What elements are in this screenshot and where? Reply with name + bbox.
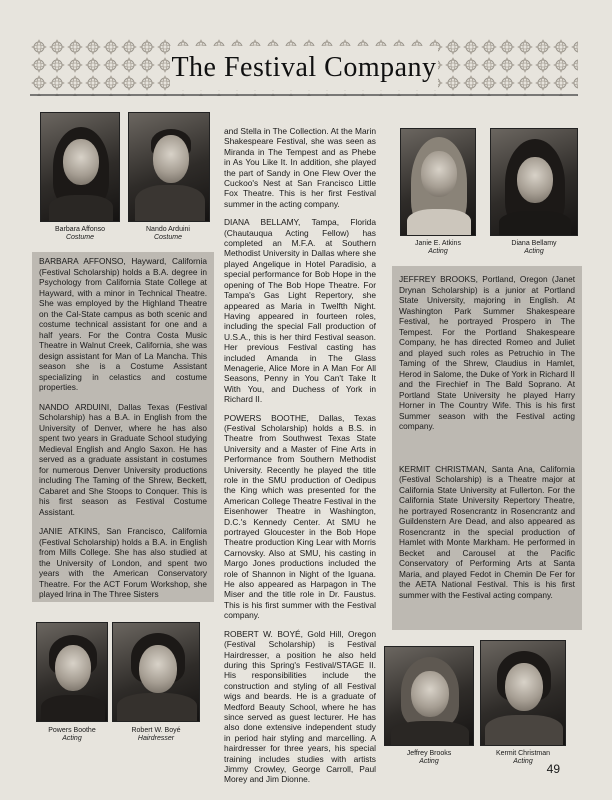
bio-arduini: NANDO ARDUINI, Dallas Texas (Festival Scholarship) has a B.A. in English from the University of Denver, where he has also spent two years in Graduate School studying Medieval English and Anglo Saxon. He has served as a graduate assistant in costumes for numerous Denver University productions including The Taming of the Shrew, Beckett, Cabaret and She Stoops to Conquer. This is his first season as Festival Costume Assistant. — [39, 401, 207, 517]
photo-kermit-christman — [480, 640, 566, 746]
page-header — [30, 38, 578, 96]
bio-affonso: BARBARA AFFONSO, Hayward, California (Festival Scholarship) holds a B.A. degree in Psychology from California State College at Hayward, with a minor in Technical Theatre. She was employed by the Highland Theatre on the Cal-State campus as both scenic and costume technical assistant for one and a half years. For the Contra Costa Music Theatre in Walnut Creek, California, she was design assistant for Man of La Mancha. This season she is a Costume Assistant specializing in celastics and costume properties. — [39, 256, 207, 392]
caption-boothe: Powers Boothe Acting — [48, 727, 96, 742]
bio-boye: ROBERT W. BOYÉ, Gold Hill, Oregon (Festival Scholarship) is Festival Hairdresser, a position he also held during this Spring's Festival/STAGE II. His responsibilities include the construction and styling of all Festival wigs and beards. He is a graduate of Medford Beauty School, where he has since served as guest lecturer. He has also done extensive independent study in period hair styling and marcelling. A hairdresser for three years, his special training includes studies with artists Jimmy Crowley, George Carroll, Paul Morey and Jim Dionne. — [224, 628, 376, 785]
photo-barbara-affonso — [40, 112, 120, 222]
photo-janie-atkins — [400, 128, 476, 236]
photo-jeffrey-brooks — [384, 646, 474, 746]
page-number: 49 — [546, 762, 560, 776]
caption-arduini: Nando Arduini Costume — [146, 226, 190, 241]
photo-robert-boye — [112, 622, 200, 722]
caption-bellamy: Diana Bellamy Acting — [511, 240, 557, 255]
caption-christman: Kermit Christman Acting — [495, 750, 551, 765]
bio-column-right — [392, 266, 582, 630]
photo-diana-bellamy — [490, 128, 578, 236]
caption-affonso: Barbara Affonso Costume — [54, 226, 106, 241]
bio-column-left — [32, 252, 214, 602]
caption-atkins: Janie E. Atkins Acting — [415, 240, 461, 255]
bio-atkins: JANIE ATKINS, San Francisco, California (Festival Scholarship) holds a B.A. in English from Mills College. She has also studied at the University of London, and spent two years with the American Conservatory Theatre. For the ACT Forum Workshop, she played Irina in The Three Sisters — [39, 526, 207, 599]
photo-nando-arduini — [128, 112, 210, 222]
page-title: The Festival Company — [171, 52, 437, 83]
bio-atkins-cont: and Stella in The Collection. At the Marin Shakespeare Festival, she was seen as Miranda in The Tempest and as Phebe in As You Like It. In addition, she played the part of Sandy in One Flew Over the Cuckoo's Nest at San Francisco Little Fox Theatre. This is her first Festival summer in the acting company. — [224, 126, 376, 209]
photo-powers-boothe — [36, 622, 108, 722]
bio-bellamy: DIANA BELLAMY, Tampa, Florida (Chautauqua Acting Fellow) has completed an M.F.A. at Southern Methodist University in Dallas where she played Angelique in Hotel Paradisio, a special performance for Bob Hope in the opening of The Bob Hope Theatre. For Tampa's Gas Light Repertory, she appeared as Maria in Twelfth Night. Having appeared in fourteen roles, including the special Fall production of U.S.A., this is her third Festival season. Her previous Festival casting has included Amanda in The Glass Menagerie, Alice More in A Man For All Seasons, Penny in You Can't Take It With You, and Duchess of York in Richard II. — [224, 217, 376, 405]
bio-column-middle — [224, 126, 376, 793]
bio-boothe: POWERS BOOTHE, Dallas, Texas (Festival Scholarship) holds a B.S. in Theatre from Southwest Texas State University and a Master of Fine Arts in Performance from Southern Methodist University. Recently he played the title role in the SMU production of Oedipus the King which was presented for the American College Theatre Festival in the Eisenhower Theatre in Washington, D.C.'s Kennedy Center. At SMU he portrayed Gloucester in the Bob Hope Theatre production King Lear with Morris Carnovsky. Also at SMU, his casting in Margo Jones productions included the role of Shannon in Night of the Iguana. He also appeared as Harpagon in The Miser and the title role in Dr. Faustus. This is his first summer with the Festival company. — [224, 412, 376, 621]
caption-brooks: Jeffrey Brooks Acting — [406, 750, 452, 765]
bio-brooks: JEFFREY BROOKS, Portland, Oregon (Janet Drynan Scholarship) is a junior at Portland State University, majoring in English. At Washington Park Summer Shakespeare Festival, he portrayed Prospero in The Tempest. For the Portland Shakespeare Company, he has directed Romeo and Juliet and played such roles as Petruchio in The Taming of the Shrew, Claudius in Hamlet, Herod in Salome, the Duke of York in Richard II and the Firechief in The Bald Soprano. At Portland State University he played Harry Horner in The Country Wife. This is his first Summer season with the Festival acting company. — [399, 274, 575, 431]
caption-boye: Robert W. Boyé Hairdresser — [131, 727, 181, 742]
bio-christman: KERMIT CHRISTMAN, Santa Ana, California (Festival Scholarship) is a Theatre major at California State University at Fullerton. For the California State University Repertory Theatre, he portrayed Rosencrantz in Rosencrantz and Guildenstern Are Dead, and also appeared as Rosencrantz in the special production of Hamlet with Monte Markham. He performed in Becket and Carousel at the Pacific Conservatory of Performing Arts at Santa Maria, and played Fedot in Chemin De Fer for the AETA National Festival. This is his first summer with the Festival acting company. — [399, 463, 575, 600]
